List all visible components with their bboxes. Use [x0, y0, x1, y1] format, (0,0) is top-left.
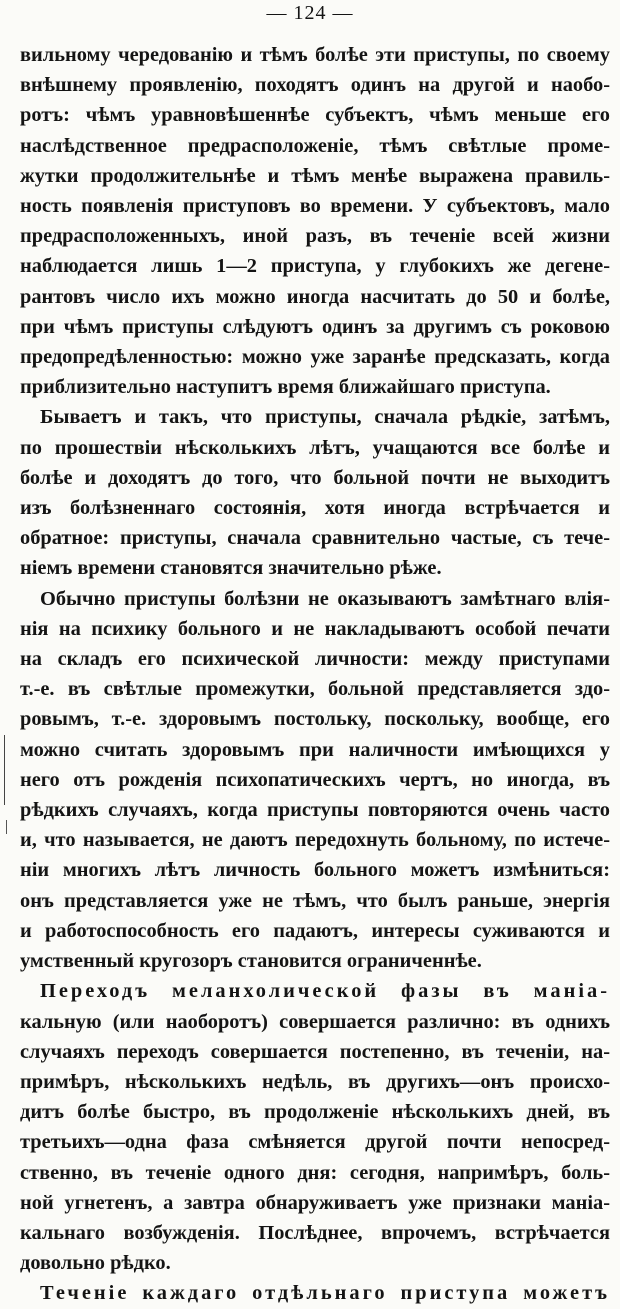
text-line: изъ болѣзненнаго состоянія, хотя иногда встрѣчается и [20, 497, 610, 520]
margin-pencil-mark [6, 820, 9, 834]
text-line: наслѣдственное предрасположеніе, тѣмъ свѣтлые проме- [20, 134, 610, 157]
text-line: Теченіе каждаго отдѣльнаго приступа можетъ [40, 1282, 610, 1305]
text-line: при чѣмъ приступы слѣдуютъ одинъ за другимъ съ роковою [20, 315, 610, 338]
body-text [20, 40, 610, 1309]
text-line: кальную (или наоборотъ) совершается различно: въ однихъ [20, 1010, 610, 1033]
text-line: внѣшнему проявленію, походятъ одинъ на другой и наобо- [20, 74, 610, 97]
text-line: ность появленія приступовъ во времени. У субъектовъ, мало [20, 195, 610, 218]
margin-pencil-mark [4, 735, 7, 805]
text-line: ной угнетенъ, а завтра обнаруживаетъ уже признаки маніа- [20, 1191, 610, 1214]
text-line: онъ представляется уже не тѣмъ, что былъ раньше, энергія [20, 889, 610, 912]
text-line: довольно рѣдко. [20, 1252, 171, 1275]
text-line: приблизительно наступитъ время ближайшаго приступа. [20, 376, 551, 399]
text-line: на складъ его психической личности: между приступами [20, 648, 610, 671]
text-line: ніемъ времени становятся значительно рѣже. [20, 557, 442, 580]
text-line: рѣдкихъ случаяхъ, когда приступы повторяются очень часто [20, 799, 610, 822]
page-number: — 124 — [266, 2, 354, 24]
text-line: т.-е. въ свѣтлые промежутки, больной представляется здо- [20, 678, 610, 701]
text-line: предопредѣленностью: можно уже заранѣе предсказать, когда [20, 346, 610, 369]
text-line: ротъ: чѣмъ уравновѣшеннѣе субъектъ, чѣмъ меньше его [20, 104, 610, 127]
text-line: дитъ болѣе быстро, въ продолженіе нѣсколькихъ дней, въ [20, 1101, 610, 1124]
text-line: жутки продолжительнѣе и тѣмъ менѣе выражена правиль- [20, 164, 610, 187]
text-line: можно считать здоровымъ при наличности имѣющихся у [20, 738, 610, 761]
text-line: примѣръ, нѣсколькихъ недѣль, въ другихъ—онъ происхо- [20, 1070, 610, 1093]
text-line: вильному чередованію и тѣмъ болѣе эти приступы, по своему [20, 44, 610, 66]
text-line: случаяхъ переходъ совершается постепенно, въ теченіи, на- [20, 1040, 610, 1063]
text-line: по прошествіи нѣсколькихъ лѣтъ, учащаются все болѣе и [20, 436, 610, 459]
text-line: умственный кругозоръ становится ограниченнѣе. [20, 950, 482, 973]
text-line: и, что называется, не даютъ передохнуть больному, по истече- [20, 829, 610, 852]
text-line: третьихъ—одна фаза смѣняется другой почти непосред- [20, 1131, 610, 1154]
text-line: болѣе и доходятъ до того, что больной почти не выходитъ [20, 466, 610, 489]
text-line: наблюдается лишь 1—2 приступа, у глубокихъ же дегене- [20, 255, 610, 278]
text-line: Бываетъ и такъ, что приступы, сначала рѣдкіе, затѣмъ, [40, 406, 610, 429]
text-line: нія на психику больного и не накладываютъ особой печати [20, 617, 610, 640]
text-line: кальнаго возбужденія. Послѣднее, впрочемъ, встрѣчается [20, 1221, 610, 1244]
text-line: обратное: приступы, сначала сравнительно частые, съ тече- [20, 527, 610, 550]
text-line: рантовъ число ихъ можно иногда насчитать до 50 и болѣе, [20, 285, 610, 308]
text-line: и работоспособность его падаютъ, интересы суживаются и [20, 919, 610, 942]
text-line: предрасположенныхъ, иной разъ, въ теченіе всей жизни [20, 225, 610, 248]
text-line: ровымъ, т.-е. здоровымъ постольку, поскольку, вообще, его [20, 708, 610, 731]
text-line: ніи многихъ лѣтъ личность больного можетъ измѣниться: [20, 859, 610, 882]
text-line: ственно, въ теченіе одного дня: сегодня, напримѣръ, боль- [20, 1161, 610, 1184]
text-line: него отъ рожденія психопатическихъ чертъ, но иногда, въ [20, 768, 610, 791]
text-line: Переходъ меланхолической фазы въ маніа- [40, 980, 610, 1003]
text-line: Обычно приступы болѣзни не оказываютъ замѣтнаго влія- [40, 587, 610, 610]
